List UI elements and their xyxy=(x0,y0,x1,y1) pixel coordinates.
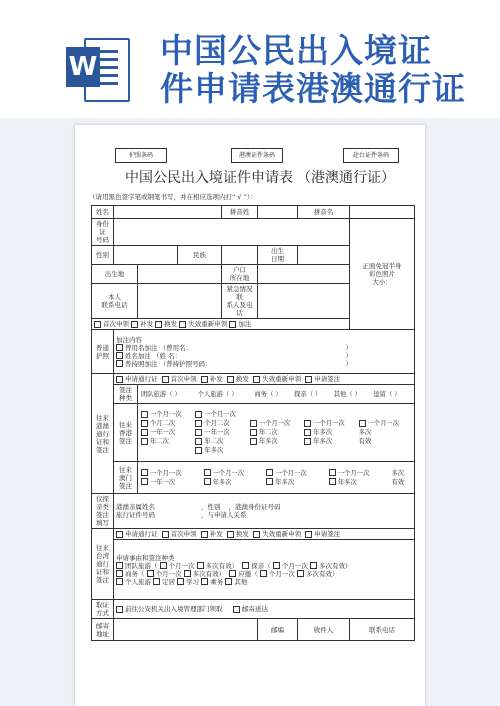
pinyin-given-label: 拼音名 xyxy=(298,206,350,219)
page-title: 中国公民出入境证 件申请表港澳通行证 xyxy=(160,31,466,108)
passport-section-label: 普通 护照 xyxy=(92,330,114,374)
gender-field[interactable] xyxy=(114,246,178,265)
checkbox[interactable] xyxy=(253,376,260,383)
birth-date-label: 出生 日期 xyxy=(258,246,298,265)
header-banner xyxy=(0,0,500,118)
form-subtitle: （港澳通行证） xyxy=(297,170,395,186)
relative-section-label: 仅探亲类 签注填写 xyxy=(92,494,114,529)
checkbox[interactable] xyxy=(131,321,138,328)
tw-options-row: 申请通行证 首次申领 补发 换发 失效重新申领 申请签注 xyxy=(114,529,415,540)
checkbox[interactable] xyxy=(253,531,260,538)
emergency-contact-label: 紧急情况联 系人及电话 xyxy=(222,284,258,319)
visa-type-label: 签注 种类 xyxy=(114,385,138,404)
birthplace-field[interactable] xyxy=(138,265,222,284)
form-title: 中国公民出入境证件申请表 xyxy=(125,170,293,186)
pinyin-given-field[interactable] xyxy=(350,206,415,219)
hk-visa-label: 往来 香港 签注 xyxy=(114,404,138,462)
checkbox[interactable] xyxy=(94,321,101,328)
checkbox[interactable] xyxy=(201,531,208,538)
checkbox[interactable] xyxy=(227,531,234,538)
birth-date-field[interactable] xyxy=(298,246,350,265)
tw-reason-block: 申请事由和签注种类 团队旅游（ 个月一次 多次有效） 探亲（ 个月一次 多次有效） 商务（ 个月一次 多次有效） 应邀（ 个月一次 多次有效） 个人旅游 定居 学习 乘务 其他 xyxy=(114,540,415,600)
phone-field[interactable] xyxy=(138,284,222,319)
tw-barcode-box: 赴台证件条码 xyxy=(343,148,399,163)
form-note: （请用黑色签字笔或钢笔书写，并在相应选项内打“ √ ”）： xyxy=(89,193,257,201)
photo-box: 正面免冠半身 彩色照片 大小： xyxy=(350,219,415,330)
pickup-options: 前往公安机关出入境管理部门领取 邮寄送达 xyxy=(114,600,415,619)
checkbox[interactable] xyxy=(116,360,123,367)
gender-label: 性别 xyxy=(92,246,114,265)
pinyin-surname-field[interactable] xyxy=(258,206,298,219)
form-paper xyxy=(75,125,425,706)
checkbox[interactable] xyxy=(116,344,123,351)
emergency-contact-field[interactable] xyxy=(258,284,350,319)
id-number-label: 身份证 号码 xyxy=(92,219,114,246)
application-form-table xyxy=(91,205,415,641)
contact-phone-label: 联系电话 xyxy=(350,619,415,641)
hkmo-options-row: 申请通行证 首次申领 补发 换发 失效重新申领 申请签注 xyxy=(114,374,415,385)
checkbox[interactable] xyxy=(179,321,186,328)
pinyin-surname-label: 拼音姓 xyxy=(222,206,258,219)
checkbox[interactable] xyxy=(116,376,123,383)
barcode-boxes xyxy=(75,148,425,162)
id-number-field[interactable] xyxy=(114,219,350,246)
checkbox[interactable] xyxy=(162,531,169,538)
hkmo-barcode-box: 港澳证件条码 xyxy=(231,148,283,163)
checkbox[interactable] xyxy=(229,321,236,328)
checkbox[interactable] xyxy=(233,606,240,613)
checkbox[interactable] xyxy=(162,376,169,383)
checkbox[interactable] xyxy=(305,531,312,538)
recipient-label: 收件人 xyxy=(298,619,350,641)
checkbox[interactable] xyxy=(155,321,162,328)
hukou-label: 户口 所在地 xyxy=(222,265,258,284)
postcode-label: 邮编 xyxy=(258,619,298,641)
checkbox[interactable] xyxy=(116,606,123,613)
name-label: 姓名 xyxy=(92,206,114,219)
relative-fields[interactable]: 港澳亲属姓名 ，性别 ，港澳身份证号码 旅行证件号码 ，与申请人关系 xyxy=(114,494,415,529)
annotation-block: 加注内容 曾用名加注 （曾用名： ） 姓名加注 （姓 名： ） 普持照加注 （普持护照号码： ） xyxy=(114,330,415,374)
hkmo-section-label: 往来 港澳 通行 证和 签注 xyxy=(92,374,114,494)
checkbox[interactable] xyxy=(201,376,208,383)
checkbox[interactable] xyxy=(116,352,123,359)
mo-visa-frequency-grid: 一个月一次 一个月一次 一个月一次 一个月一次 多次 一年一次 年多次 年多次 年多次 有效 xyxy=(138,462,415,494)
mail-address-label: 邮寄 地址 xyxy=(92,619,114,641)
word-doc-icon: W xyxy=(66,38,128,100)
mail-address-field[interactable] xyxy=(114,619,258,641)
hukou-field[interactable] xyxy=(258,265,350,284)
birthplace-label: 出生地 xyxy=(92,265,138,284)
phone-label: 本人 联系电话 xyxy=(92,284,138,319)
ethnicity-label: 民族 xyxy=(178,246,222,265)
passport-options-row: 首次申领 补发 换发 失效重新申领 加注 xyxy=(92,319,350,330)
mo-visa-label: 往来 澳门 签注 xyxy=(114,462,138,494)
name-field[interactable] xyxy=(114,206,222,219)
hk-visa-frequency-grid: 一个月一次 一个月一次 个月二次 个月二次 一个月一次 一个月一次 一个月一次 一年一次 一年一次 年二次 年多次 多次 年二次 年二次 年多次 年多次 有效 年多次 xyxy=(138,404,415,462)
tw-section-label: 往来 台湾 通行 证和 签注 xyxy=(92,529,114,600)
visa-types-row: 团队旅游（ ） 个人旅游（ ） 商务（ ） 探亲（ ） 其他（ ） 逗留（ ） xyxy=(138,385,415,404)
checkbox[interactable] xyxy=(116,531,123,538)
checkbox[interactable] xyxy=(227,376,234,383)
passport-barcode-box: 护照条码 xyxy=(115,148,167,163)
pickup-label: 取证 方式 xyxy=(92,600,114,619)
ethnicity-field[interactable] xyxy=(222,246,258,265)
checkbox[interactable] xyxy=(305,376,312,383)
